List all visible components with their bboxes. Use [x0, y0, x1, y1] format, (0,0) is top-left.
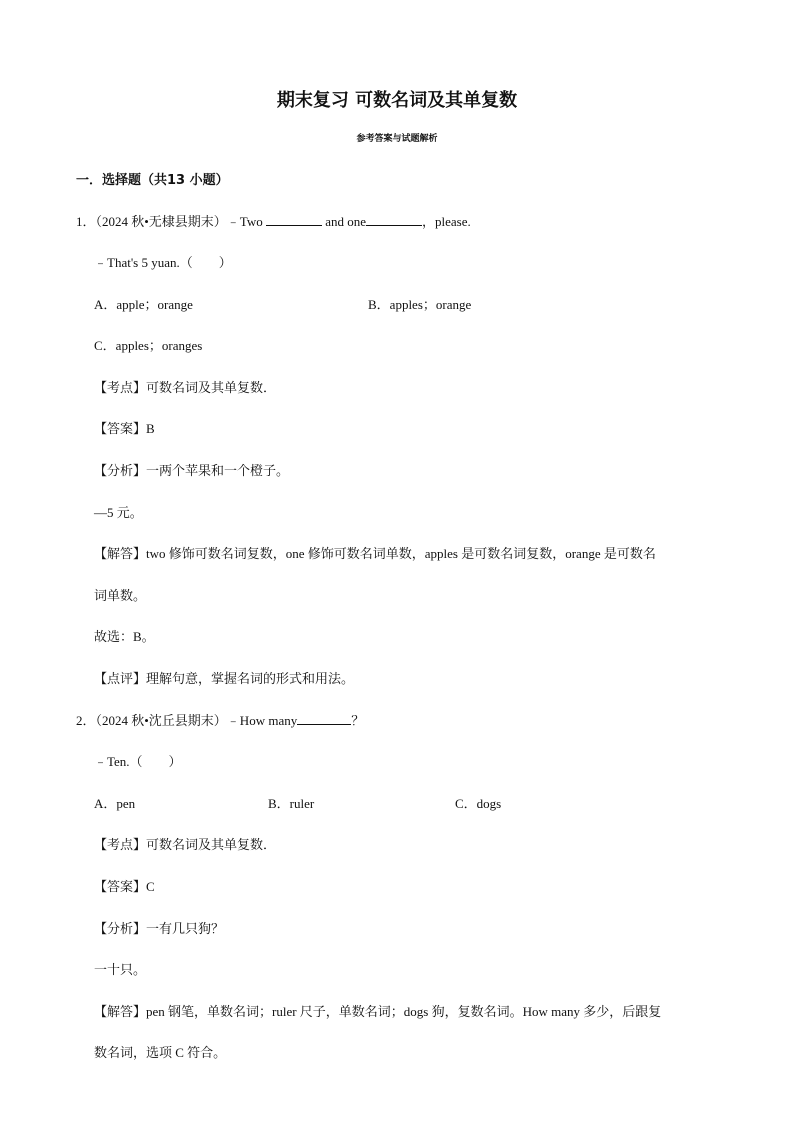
q2-stem-prefix: 2．（2024 秋•沈丘县期末）﹣How many [76, 713, 298, 728]
q1-blank-2 [366, 213, 422, 226]
q1-stem-prefix: 1．（2024 秋•无棣县期末）﹣Two [76, 214, 266, 229]
q2-stem-line1 [76, 712, 364, 730]
q1-stem-line1 [76, 213, 471, 231]
q1-option-a: A．apple；orange [94, 297, 193, 312]
q1-answer: 【答案】B [94, 421, 155, 436]
q2-answer: 【答案】C [94, 879, 155, 894]
q2-option-b: B．ruler [268, 796, 315, 811]
section-heading: 一．选择题（共13 小题） [76, 173, 229, 188]
q1-solution-1: 【解答】two 修饰可数名词复数，one 修饰可数名词单数，apples 是可数名词复数，orange 是可数名 [94, 546, 656, 561]
q2-kaodian: 【考点】可数名词及其单复数． [94, 837, 277, 852]
page-subtitle: 参考答案与试题解析 [356, 134, 438, 144]
q2-analysis-2: 一十只。 [94, 962, 147, 977]
q1-stem-line2: ﹣That's 5 yuan.（ ） [94, 255, 232, 270]
q2-stem-suffix: ？ [351, 713, 365, 728]
q1-kaodian: 【考点】可数名词及其单复数． [94, 380, 277, 395]
q2-solution-1: 【解答】pen 钢笔，单数名词；ruler 尺子，单数名词；dogs 狗，复数名词。How many 多少，后跟复 [94, 1004, 662, 1019]
q2-stem-line2: ﹣Ten.（ ） [94, 754, 182, 769]
q1-stem-mid: and one [321, 214, 367, 229]
q1-solution-2: 词单数。 [94, 588, 147, 603]
q1-blank-1 [266, 213, 322, 226]
q2-option-c: C．dogs [455, 796, 502, 811]
q1-option-b: B．apples；orange [368, 297, 472, 312]
q2-blank-1 [297, 712, 351, 725]
q1-comment: 【点评】理解句意，掌握名词的形式和用法。 [94, 671, 355, 686]
page-title: 期末复习 可数名词及其单复数 [276, 90, 518, 111]
q2-analysis: 【分析】一有几只狗？ [94, 921, 225, 936]
q1-option-c: C．apples；oranges [94, 338, 203, 353]
q2-solution-2: 数名词，选项 C 符合。 [94, 1045, 227, 1060]
q1-analysis-2: —5 元。 [94, 505, 143, 520]
q1-analysis: 【分析】一两个苹果和一个橙子。 [94, 463, 290, 478]
q2-option-a: A．pen [94, 796, 136, 811]
q1-stem-suffix: ，please. [422, 214, 471, 229]
q1-choice: 故选：B。 [94, 629, 155, 644]
